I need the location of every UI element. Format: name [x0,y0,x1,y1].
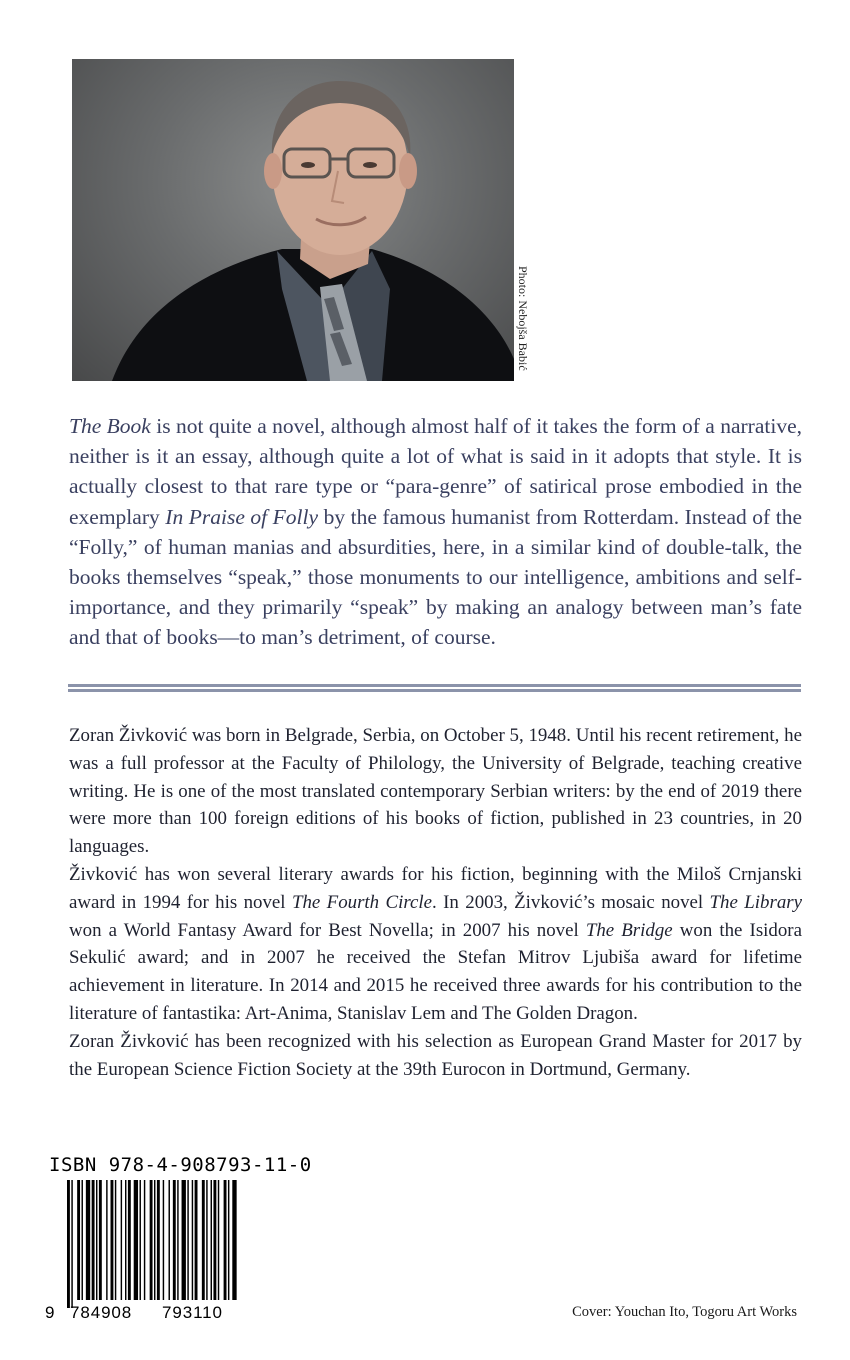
barcode-bar [67,1180,70,1308]
barcode-bar [82,1180,83,1300]
barcode-bar [128,1180,131,1300]
barcode-bar [154,1180,155,1300]
barcode-bar [173,1180,176,1300]
divider-bottom [68,689,801,692]
bio-text: Živković has won several literary awards for his fiction, beginning with the Miloš Crnjanski award in 1994 for his novel [69,863,802,913]
barcode-bar [115,1180,116,1300]
novel-title: The Bridge [585,919,673,941]
barcode-bar [96,1180,97,1300]
barcode-bar [157,1180,160,1300]
blurb-text-1: is not quite a novel, although almost half of it takes the form of a narrative, neither is it an essay, although quite a lot of what is said in it adopts that style. It is actually closest to that rare type or “para-genre” of satirical prose embodied in the exemplary [69,414,802,529]
barcode-bar [121,1180,122,1300]
bio-text: won a World Fantasy Award for Best Novella; in 2007 his novel [69,919,586,941]
referenced-work-title: In Praise of Folly [165,504,319,529]
barcode-bar [106,1180,107,1300]
photo-credit: Photo: Nebojša Babić [516,266,530,371]
barcode-bar [177,1180,178,1300]
barcode-left-digits: 784908 [70,1303,133,1322]
author-photo [72,59,514,381]
barcode-bar [206,1180,207,1300]
bio-paragraph-2 [69,861,802,1028]
barcode-bar [218,1180,219,1300]
isbn-label: ISBN 978-4-908793-11-0 [49,1154,312,1176]
blurb-text-2: by the famous humanist from Rotterdam. Instead of the “Folly,” of human manias and absurdities, here, in a similar kind of double-talk, the books themselves “speak,” those monuments to our intelligence, ambitions and self-importance, and they primarily “speak” by making an analogy between man’s fate and that of books—to man’s detriment, of course. [69,504,802,650]
novel-title: The Library [709,891,802,913]
bio-text: . In 2003, Živković’s mosaic novel [432,891,710,913]
bio-paragraph-1: Zoran Živković was born in Belgrade, Serbia, on October 5, 1948. Until his recent retirement, he was a full professor at the Faculty of Philology, the University of Belgrade, teaching creative writing. He is one of the most translated contemporary Serbian writers: by the end of 2019 there were more than 100 foreign editions of his books of fiction, published in 23 countries, in 20 languages. [69,725,802,858]
book-title: The Book [69,414,151,438]
barcode-bar [224,1180,227,1300]
barcode-bar [125,1180,126,1300]
barcode-bar [163,1180,164,1300]
barcode-bar [211,1180,212,1300]
barcode-bar [134,1180,138,1300]
barcode-bar [228,1180,229,1300]
book-blurb [69,411,802,653]
barcode-bar [232,1180,236,1300]
barcode-bar [213,1180,216,1300]
barcode-bar [99,1180,102,1300]
barcode-bar [92,1180,95,1300]
barcode-bar [111,1180,114,1300]
barcode-bar [140,1180,141,1300]
barcode-bar [71,1180,72,1308]
author-bio [69,722,802,1083]
barcode-right-digits: 793110 [162,1303,223,1322]
author-portrait-illustration [72,59,514,381]
barcode-bar [86,1180,90,1300]
cover-credit: Cover: Youchan Ito, Togoru Art Works [572,1304,797,1320]
barcode-bar [169,1180,170,1300]
barcode-bar [144,1180,145,1300]
barcode-bar [202,1180,205,1300]
barcode [45,1180,240,1325]
barcode-bar [77,1180,80,1300]
barcode-lead-digit: 9 [45,1303,55,1322]
novel-title: The Fourth Circle [291,891,433,913]
barcode-bar [150,1180,153,1300]
barcode-bar [192,1180,193,1300]
divider-top [68,684,801,687]
barcode-bar [187,1180,188,1300]
barcode-bar [195,1180,198,1300]
bio-text: won the Isidora Sekulić award; and in 2007 he received the Stefan Mitrov Ljubiša award for lifetime achievement in literature. In 2014 and 2015 he received three awards for his contribution to the literature of fantastika: Art-Anima, Stanislav Lem and The Golden Dragon. [69,919,802,1024]
barcode-bars [67,1180,237,1308]
barcode-bar [182,1180,186,1300]
bio-paragraph-3: Zoran Živković has been recognized with his selection as European Grand Master for 2017 by the European Science Fiction Society at the 39th Eurocon in Dortmund, Germany. [69,1030,802,1080]
